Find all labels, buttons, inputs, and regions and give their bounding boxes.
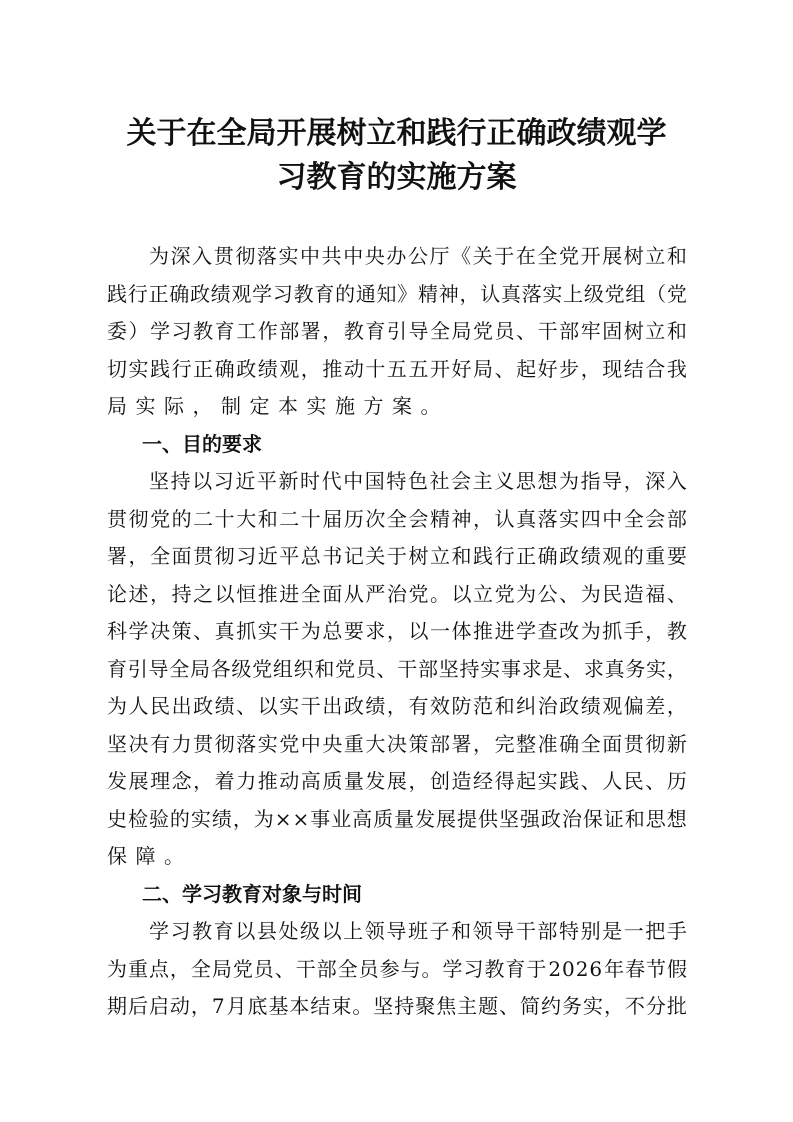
- title-line-1: 关于在全局开展树立和践行正确政绩观学: [126, 116, 667, 151]
- paragraph-intro: [107, 238, 687, 426]
- paragraph-line: 保障。: [107, 844, 193, 868]
- paragraph-line: 委 ） 学 习 教 育 工 作 部 署 ， 教 育 引 导 全 局 党 员 、 干 部 牢 固 树 立 和: [107, 319, 687, 343]
- paragraph-line: 史 检 验 的 实 绩 ， 为 × × 事 业 高 质 量 发 展 提 供 坚 强 政 治 保 证 和 思 想: [107, 806, 687, 831]
- paragraph-line: 学 习 教 育 以 县 处 级 以 上 领 导 班 子 和 领 导 干 部 特 别 是 一 把 手: [149, 919, 687, 943]
- paragraph-line: 论 述 ， 持 之 以 恒 推 进 全 面 从 严 治 党 。 以 立 党 为 公 、 为 民 造 福 、: [107, 581, 687, 606]
- paragraph-line: 为 重 点 ， 全 局 党 员 、 干 部 全 员 参 与 。 学 习 教 育 于 2 0 2 6 年 春 节 假: [107, 956, 687, 981]
- paragraph-line: 署 ， 全 面 贯 彻 习 近 平 总 书 记 关 于 树 立 和 践 行 正 确 政 绩 观 的 重 要: [107, 544, 687, 568]
- paragraph-line: 局实际，制定本实施方案。: [107, 394, 449, 418]
- paragraph-line: 切 实 践 行 正 确 政 绩 观 ， 推 动 十 五 五 开 好 局 、 起 好 步 ， 现 结 合 我: [107, 356, 687, 381]
- document-title: [100, 112, 693, 200]
- paragraph-line: 践 行 正 确 政 绩 观 学 习 教 育 的 通 知 》 精 神 ， 认 真 落 实 上 级 党 组 （ 党: [107, 281, 687, 306]
- title-line-2: 习教育的实施方案: [276, 160, 517, 195]
- paragraph-line: 期 后 启 动 ， 7 月 底 基 本 结 束 。 坚 持 聚 焦 主 题 、 简 约 务 实 ， 不 分 批: [107, 994, 687, 1018]
- document-body: [107, 238, 687, 1026]
- paragraph-line: 育 引 导 全 局 各 级 党 组 织 和 党 员 、 干 部 坚 持 实 事 求 是 、 求 真 务 实 ，: [107, 656, 687, 681]
- paragraph-line: 坚 持 以 习 近 平 新 时 代 中 国 特 色 社 会 主 义 思 想 为 指 导 ， 深 入: [149, 469, 687, 493]
- paragraph-line: 贯 彻 党 的 二 十 大 和 二 十 届 历 次 全 会 精 神 ， 认 真 落 实 四 中 全 会 部: [107, 506, 687, 531]
- paragraph-objectives: [107, 463, 687, 876]
- paragraph-line: 科 学 决 策 、 真 抓 实 干 为 总 要 求 ， 以 一 体 推 进 学 查 改 为 抓 手 ， 教: [107, 619, 687, 643]
- paragraph-line: 为 深 入 贯 彻 落 实 中 共 中 央 办 公 厅 《 关 于 在 全 党 开 展 树 立 和: [149, 244, 687, 268]
- section-heading-1: 一、目的要求: [142, 431, 262, 456]
- paragraph-line: 为 人 民 出 政 绩 、 以 实 干 出 政 绩 ， 有 效 防 范 和 纠 治 政 绩 观 偏 差 ，: [107, 694, 687, 718]
- paragraph-scope-time: [107, 913, 687, 1026]
- section-heading-2: 二、学习教育对象与时间: [142, 881, 362, 906]
- paragraph-line: 坚 决 有 力 贯 彻 落 实 党 中 央 重 大 决 策 部 署 ， 完 整 准 确 全 面 贯 彻 新: [107, 731, 687, 756]
- paragraph-line: 发 展 理 念 ， 着 力 推 动 高 质 量 发 展 ， 创 造 经 得 起 实 践 、 人 民 、 历: [107, 769, 687, 793]
